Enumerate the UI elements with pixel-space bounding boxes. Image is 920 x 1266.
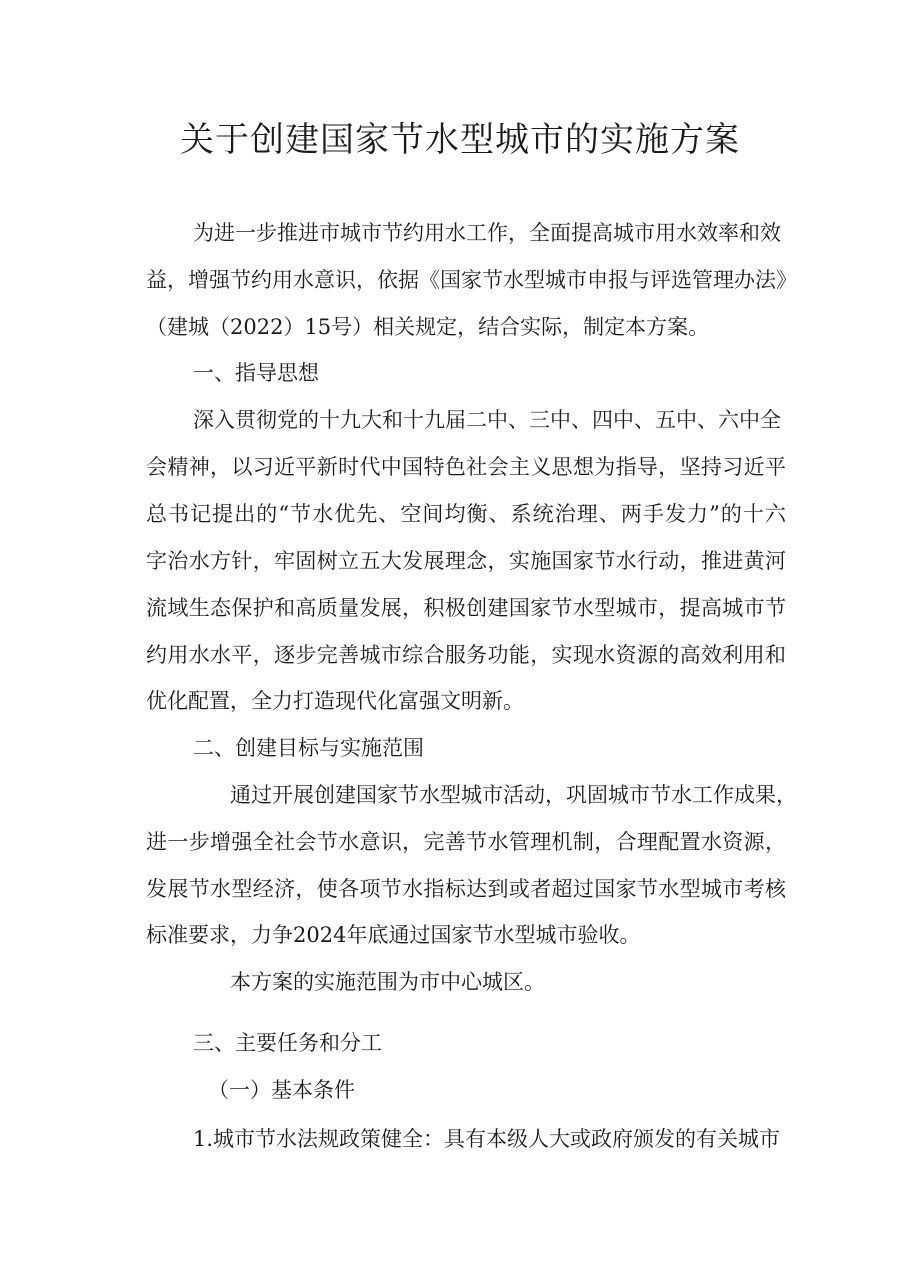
- paragraph-line: 为进一步推进市城市节约用水工作，全面提高城市用水效率和效: [193, 221, 781, 245]
- paragraph-line: 会精神，以习近平新时代中国特色社会主义思想为指导，坚持习近平: [146, 455, 786, 479]
- paragraph-line: 本方案的实施范围为市中心城区。: [230, 970, 545, 994]
- subsection-heading: （一）基本条件: [208, 1078, 355, 1102]
- paragraph-line: 优化配置，全力打造现代化富强文明新。: [146, 689, 524, 713]
- paragraph-line: 益，增强节约用水意识，依据《国家节水型城市申报与评选管理办法》: [146, 268, 797, 292]
- section-heading: 二、创建目标与实施范围: [193, 736, 424, 760]
- section-heading: 三、主要任务和分工: [193, 1031, 382, 1055]
- paragraph-line: 标准要求，力争2024年底通过国家节水型城市验收。: [146, 923, 641, 947]
- section-heading: 一、指导思想: [193, 361, 319, 385]
- paragraph-line: 总书记提出的“节水优先、空间均衡、系统治理、两手发力”的十六: [146, 502, 786, 526]
- paragraph-line: 约用水水平，逐步完善城市综合服务功能，实现水资源的高效利用和: [146, 643, 786, 667]
- paragraph-line: 发展节水型经济，使各项节水指标达到或者超过国家节水型城市考核: [146, 877, 786, 901]
- paragraph-line: （建城（2022）15号）相关规定，结合实际，制定本方案。: [146, 315, 710, 339]
- document-title: 关于创建国家节水型城市的实施方案: [180, 120, 740, 160]
- paragraph-line: 通过开展创建国家节水型城市活动，巩固城市节水工作成果，: [230, 783, 797, 807]
- paragraph-line: 1.城市节水法规政策健全：具有本级人大或政府颁发的有关城市: [193, 1127, 781, 1151]
- paragraph-line: 流域生态保护和高质量发展，积极创建国家节水型城市，提高城市节: [146, 596, 786, 620]
- paragraph-line: 深入贯彻党的十九大和十九届二中、三中、四中、五中、六中全: [193, 408, 781, 432]
- paragraph-line: 字治水方针，牢固树立五大发展理念，实施国家节水行动，推进黄河: [146, 549, 786, 573]
- paragraph-line: 进一步增强全社会节水意识，完善节水管理机制，合理配置水资源，: [146, 830, 786, 854]
